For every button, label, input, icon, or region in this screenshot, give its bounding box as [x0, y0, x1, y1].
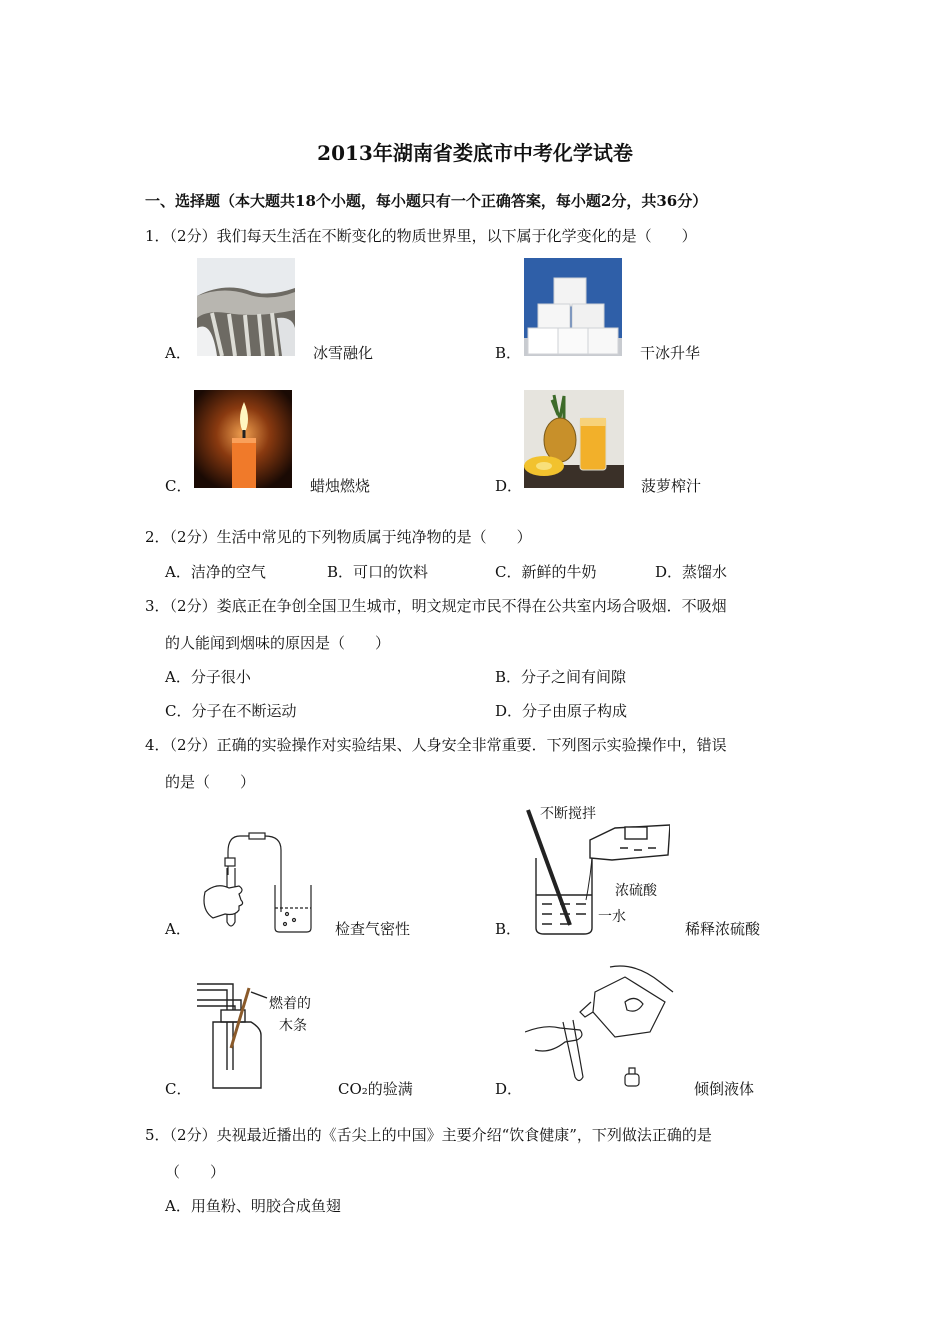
q1-option-d-letter: D．	[495, 477, 523, 495]
q3-option-a: A．分子很小	[165, 668, 251, 686]
q4-option-b-letter: B．	[495, 920, 522, 938]
co2-check-diagram	[195, 980, 335, 1092]
q2-option-c: C．新鲜的牛奶	[495, 563, 597, 581]
section-heading: 一、选择题（本大题共18个小题，每小题只有一个正确答案，每小题2分，共36分）	[145, 192, 708, 210]
melting-snow-photo	[197, 258, 295, 356]
dilute-acid-diagram	[520, 800, 670, 940]
q1-option-b-text: 干冰升华	[640, 344, 701, 362]
q1-option-b-letter: B．	[495, 344, 522, 362]
q4-option-c-letter: C．	[165, 1080, 192, 1098]
q1-option-a-text: 冰雪融化	[313, 344, 374, 362]
q1-option-c-letter: C．	[165, 477, 192, 495]
q1-option-c-text: 蜡烛燃烧	[310, 477, 371, 495]
dry-ice-photo	[524, 258, 622, 356]
question-4-stem-line1: 4．（2分）正确的实验操作对实验结果、人身安全非常重要．下列图示实验操作中，错误	[145, 736, 727, 754]
question-5-stem-line1: 5．（2分）央视最近播出的《舌尖上的中国》主要介绍“饮食健康”，下列做法正确的是	[145, 1126, 712, 1144]
airtightness-check-diagram	[195, 830, 325, 935]
q2-option-a: A．洁净的空气	[165, 563, 266, 581]
q4-option-d-text: 倾倒液体	[694, 1080, 755, 1098]
q4-option-c-text: CO₂的验满	[338, 1080, 413, 1098]
q1-option-d-text: 菠萝榨汁	[641, 477, 702, 495]
pineapple-juice-photo	[524, 390, 624, 488]
question-1-stem: 1．（2分）我们每天生活在不断变化的物质世界里，以下属于化学变化的是（ ）	[145, 227, 697, 245]
water-label: 一水	[598, 909, 626, 925]
q2-option-d: D．蒸馏水	[655, 563, 728, 581]
question-3-stem-line2: 的人能闻到烟味的原因是（ ）	[165, 634, 391, 652]
q3-option-b: B．分子之间有间隙	[495, 668, 627, 686]
question-3-stem-line1: 3．（2分）娄底正在争创全国卫生城市，明文规定市民不得在公共室内场合吸烟．不吸烟	[145, 597, 727, 615]
pouring-liquid-diagram	[525, 962, 675, 1092]
burning-stick-label-1: 燃着的	[269, 996, 311, 1012]
q4-option-a-letter: A．	[165, 920, 191, 938]
q5-option-a: A．用鱼粉、明胶合成鱼翅	[165, 1197, 341, 1215]
q4-option-a-text: 检查气密性	[335, 920, 411, 938]
stir-label: 不断搅拌	[540, 806, 596, 822]
question-5-stem-line2: （ ）	[165, 1163, 226, 1181]
q2-option-b: B．可口的饮料	[327, 563, 429, 581]
acid-label: 浓硫酸	[615, 883, 657, 899]
question-4-stem-line2: 的是（ ）	[165, 773, 256, 791]
q1-option-a-letter: A．	[165, 344, 191, 362]
q4-option-d-letter: D．	[495, 1080, 523, 1098]
candle-photo	[194, 390, 292, 488]
burning-stick-label-2: 木条	[279, 1018, 307, 1034]
page-title: 2013年湖南省娄底市中考化学试卷	[317, 141, 633, 165]
q3-option-c: C．分子在不断运动	[165, 702, 297, 720]
question-2-stem: 2．（2分）生活中常见的下列物质属于纯净物的是（ ）	[145, 528, 532, 546]
q4-option-b-text: 稀释浓硫酸	[685, 920, 761, 938]
q3-option-d: D．分子由原子构成	[495, 702, 628, 720]
